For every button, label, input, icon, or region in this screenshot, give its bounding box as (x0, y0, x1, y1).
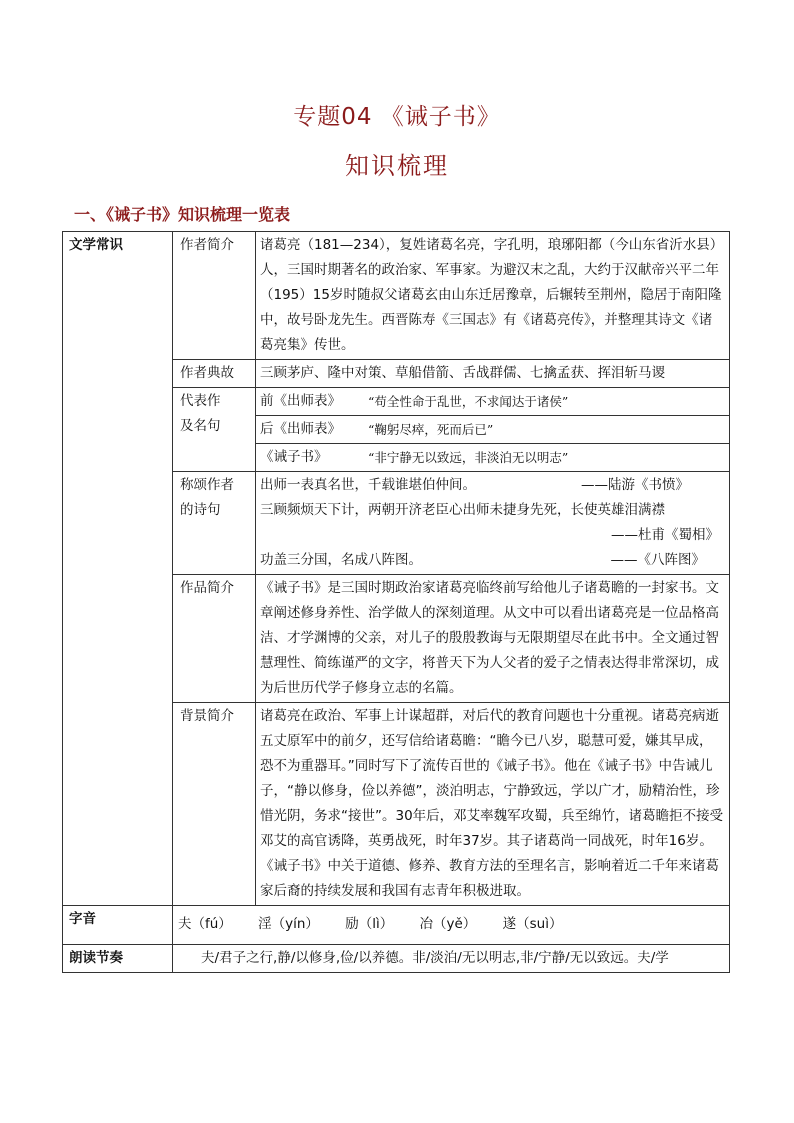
poem-text: 功盖三分国，名成八阵图。 (260, 552, 422, 568)
pronunciation-cell (173, 906, 730, 945)
row-label-work-intro: 作品简介 (173, 575, 256, 703)
poems-cell (256, 472, 730, 575)
work-intro-text: 《诫子书》是三国时期政治家诸葛亮临终前写给他儿子诸葛瞻的一封家书。文章阐述修身养性、治学做人的深刻道理。从文中可以看出诸葛亮是一位品格高洁、才学渊博的父亲，对儿子的殷殷教诲与无限期望尽在此书中。全文通过智慧理性、简练谨严的文字，将普天下为人父者的爱子之情表达得非常深切，成为后世历代学子修身立志的名篇。 (256, 575, 730, 703)
category-pronunciation: 字音 (63, 906, 173, 945)
category-rhythm: 朗读节奏 (63, 945, 173, 973)
table-row (63, 232, 730, 360)
work-title: 前《出师表》 (260, 393, 341, 409)
row-label-representative (173, 388, 256, 472)
representative-cell (256, 388, 730, 472)
representative-label-1: 代表作 (180, 393, 221, 409)
table-row (63, 945, 730, 973)
work-title: 《诫子书》 (260, 449, 328, 465)
representative-row-1 (256, 388, 729, 416)
row-label-background: 背景简介 (173, 703, 256, 906)
pronunciation-item: 励（lì） (345, 916, 394, 932)
poem-source-2: ——杜甫《蜀相》 (611, 527, 719, 543)
work-quote: “鞠躬尽瘁，死而后已” (368, 422, 494, 437)
row-label-author-story: 作者典故 (173, 360, 256, 388)
pronunciation-item: 夫（fú） (178, 916, 232, 932)
representative-label-2: 及名句 (180, 418, 221, 434)
page-subtitle: 知识梳理 (345, 152, 449, 180)
page-title: 专题04 《诫子书》 (293, 104, 501, 130)
table-row (63, 906, 730, 945)
poem-text-2: 三顾频烦天下计，两朝开济老臣心出师未捷身先死，长使英雄泪满襟 (260, 502, 665, 518)
work-quote: “非宁静无以致远，非淡泊无以明志” (368, 450, 569, 465)
author-story-text: 三顾茅庐、隆中对策、草船借箭、舌战群儒、七擒孟获、挥泪斩马谡 (256, 360, 730, 388)
rhythm-text: 夫/君子之行,静/以修身,俭/以养德。非/淡泊/无以明志,非/宁静/无以致远。夫/学 (173, 945, 730, 973)
poem-line-1 (260, 473, 725, 498)
pronunciation-item: 遂（suì） (502, 916, 563, 932)
poem-line-3 (260, 548, 725, 573)
representative-row-2 (256, 416, 729, 444)
row-label-poems (173, 472, 256, 575)
poems-label-1: 称颂作者 (180, 477, 234, 493)
poems-label-2: 的诗句 (180, 502, 221, 518)
row-label-author-intro: 作者简介 (173, 232, 256, 360)
work-quote: “苟全性命于乱世，不求闻达于诸侯” (368, 394, 569, 409)
background-text: 诸葛亮在政治、军事上计谋超群，对后代的教育问题也十分重视。诸葛亮病逝五丈原军中的前夕，还写信给诸葛瞻：“瞻今已八岁，聪慧可爱，嫌其早成，恐不为重器耳。”同时写下了流传百世的《诫子书》。他在《诫子书》中告诫儿子，“静以修身，俭以养德”，淡泊明志，宁静致远，学以广才，励精治性，珍惜光阴，务求“接世”。30年后，邓艾率魏军攻蜀，兵至绵竹，诸葛瞻拒不接受邓艾的高官诱降，英勇战死，时年37岁。其子诸葛尚一同战死，时年16岁。《诫子书》中关于道德、修养、教育方法的至理名言，影响着近二千年来诸葛家后裔的持续发展和我国有志青年积极进取。 (256, 703, 730, 906)
pronunciation-item: 淫（yín） (258, 916, 319, 932)
pronunciation-item: 冶（yě） (419, 916, 477, 932)
representative-row-3 (256, 444, 729, 471)
knowledge-table (62, 231, 730, 973)
work-title: 后《出师表》 (260, 421, 341, 437)
section-heading: 一、《诫子书》知识梳理一览表 (74, 205, 291, 224)
author-intro-text: 诸葛亮（181—234），复姓诸葛名亮，字孔明，琅琊阳都（今山东省沂水县）人，三国时期著名的政治家、军事家。为避汉末之乱，大约于汉献帝兴平二年（195）15岁时随叔父诸葛玄由山东迁居豫章，后辗转至荆州，隐居于南阳隆中，故号卧龙先生。西晋陈寿《三国志》有《诸葛亮传》，并整理其诗文《诸葛亮集》传世。 (256, 232, 730, 360)
poem-source: ——《八阵图》 (610, 552, 705, 568)
poem-text: 出师一表真名世，千载谁堪伯仲间。 (260, 477, 476, 493)
category-literature: 文学常识 (63, 232, 173, 906)
poem-source: ——陆游《书愤》 (581, 477, 689, 493)
